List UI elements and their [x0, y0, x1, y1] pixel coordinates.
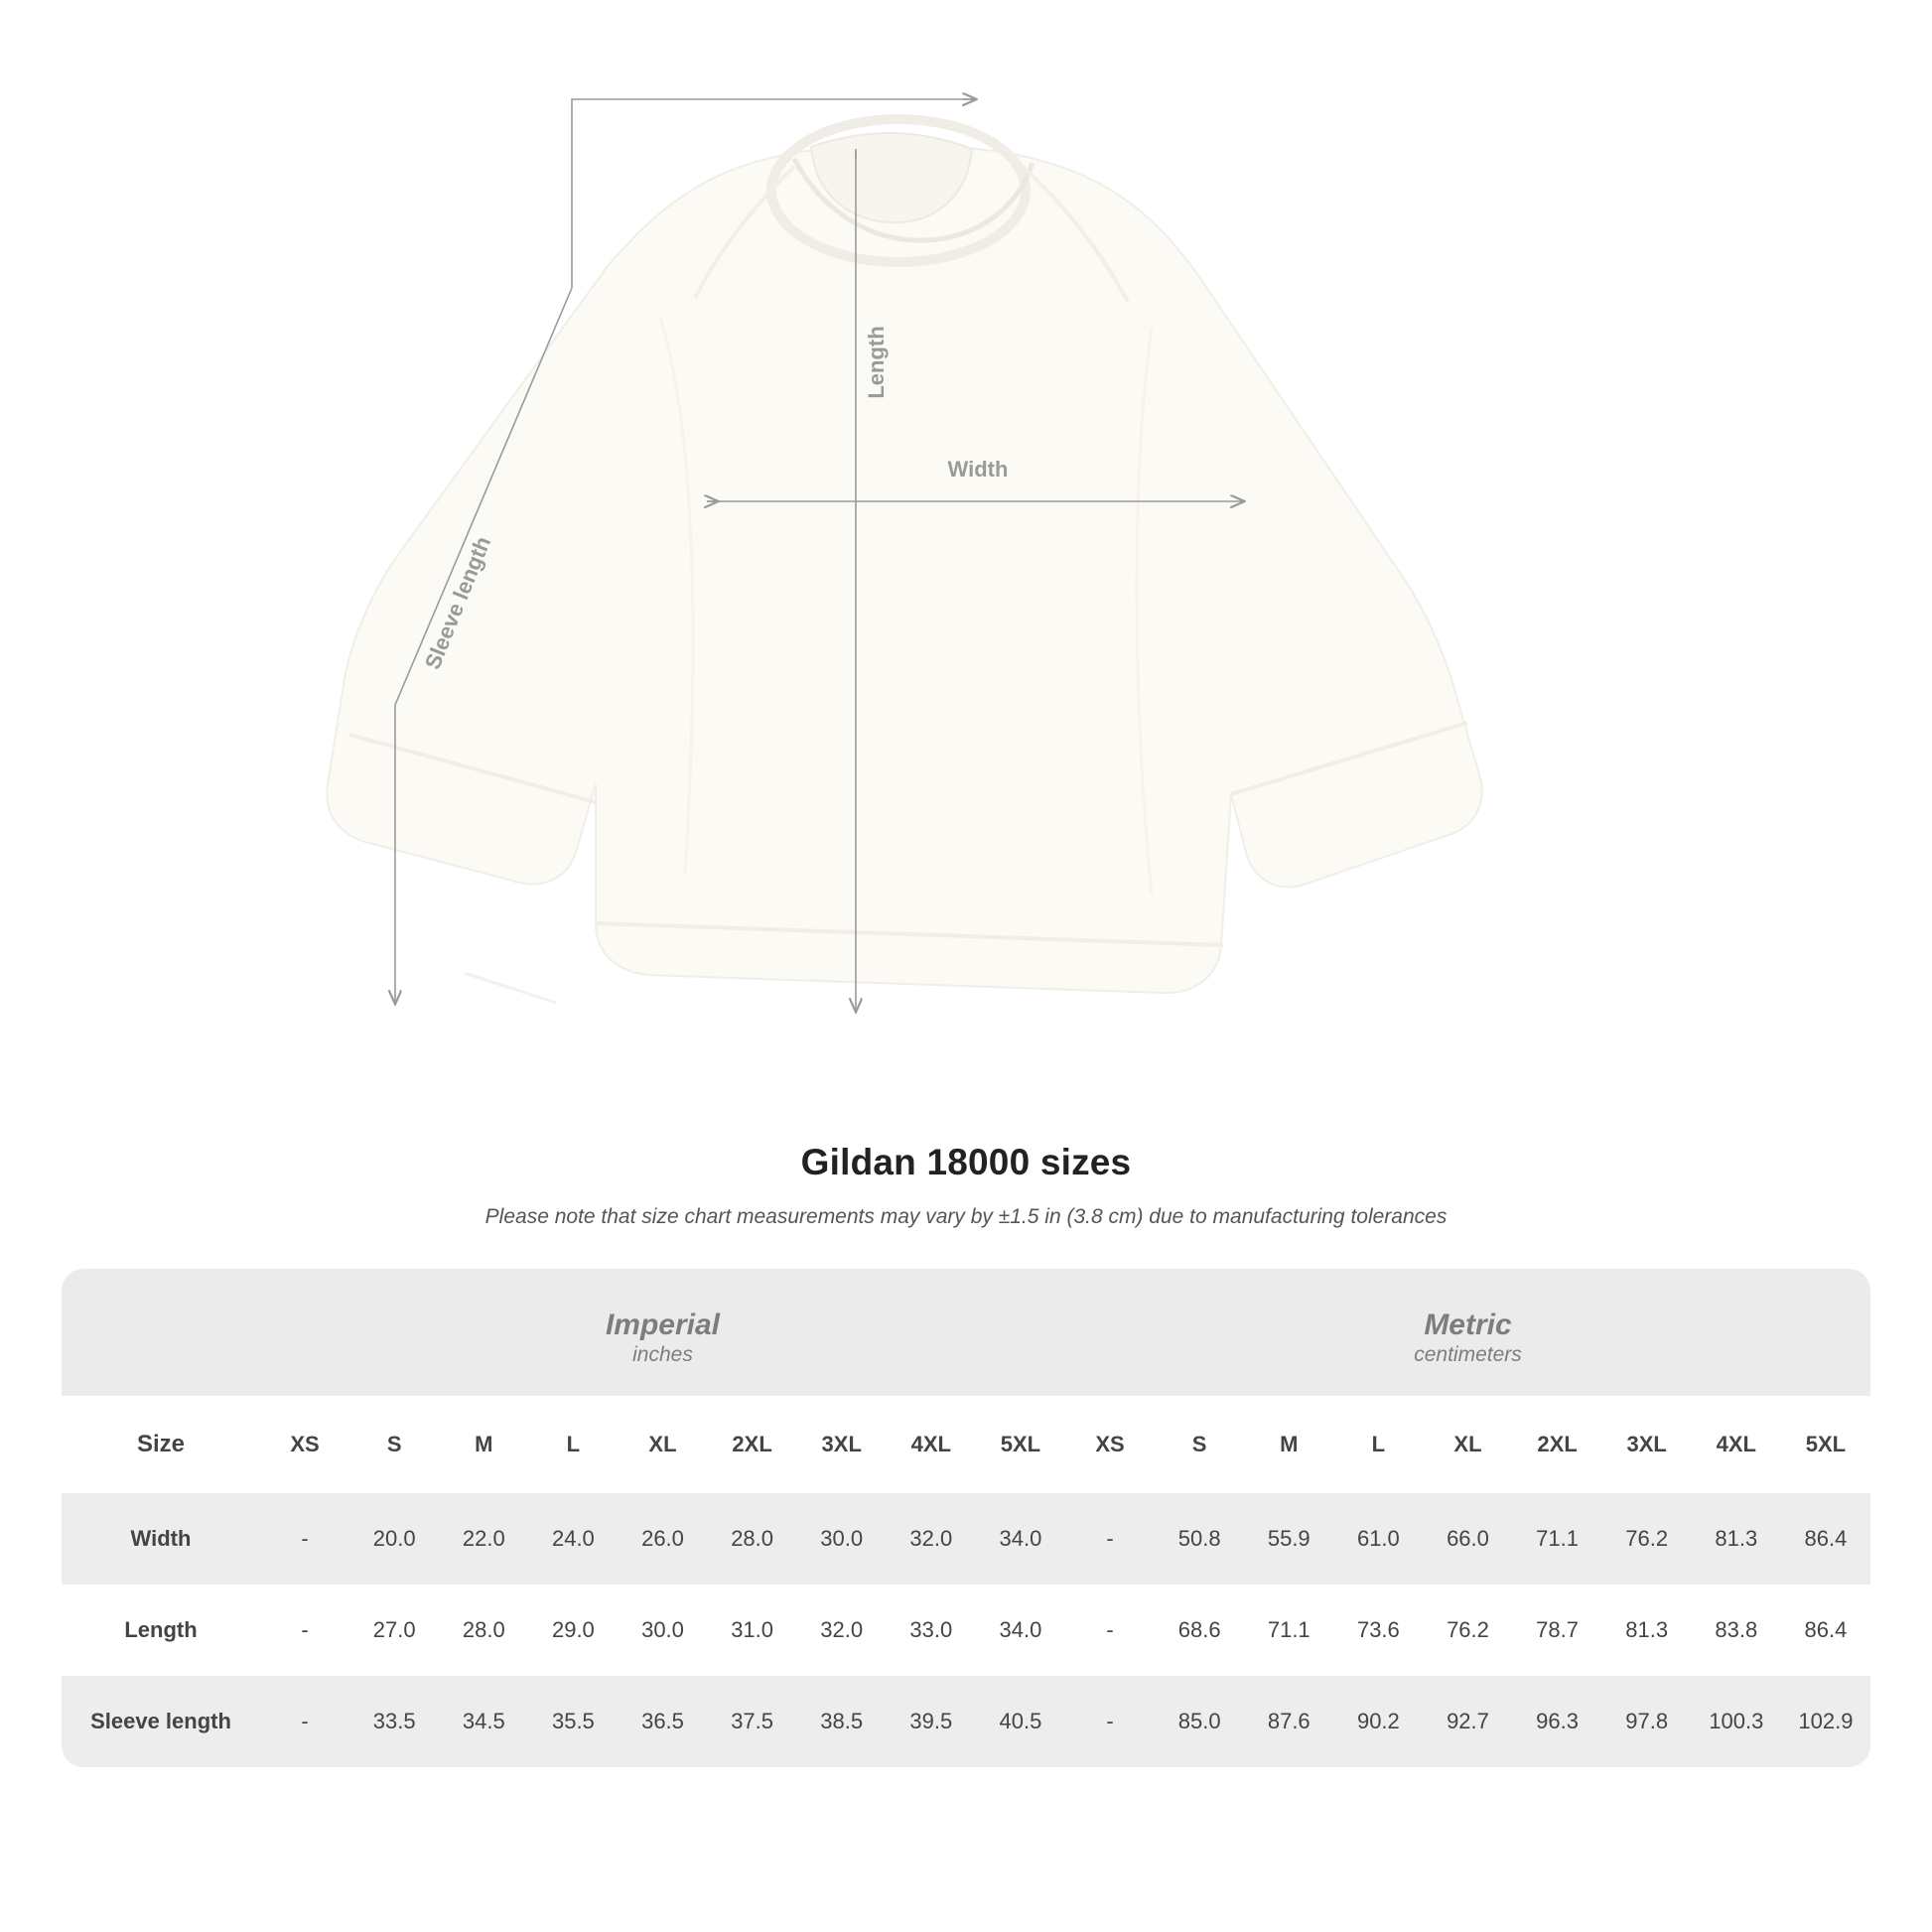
table-row: [62, 1493, 1870, 1585]
cell: 81.3: [1602, 1585, 1692, 1676]
unit-name-metric: Metric: [1424, 1308, 1512, 1341]
cell: 30.0: [797, 1493, 887, 1585]
table-row: [62, 1676, 1870, 1767]
cell: 86.4: [1781, 1585, 1870, 1676]
cell: 55.9: [1244, 1493, 1333, 1585]
label-width: Width: [947, 457, 1009, 482]
cell: 31.0: [708, 1585, 797, 1676]
header-size-cell: 5XL: [976, 1396, 1065, 1493]
size-table-container: [62, 1269, 1870, 1767]
cell: 97.8: [1602, 1676, 1692, 1767]
cell: 26.0: [618, 1493, 707, 1585]
cell: 28.0: [439, 1585, 528, 1676]
cell: 29.0: [528, 1585, 618, 1676]
cell: -: [260, 1493, 349, 1585]
unit-sub-imperial: inches: [632, 1343, 693, 1367]
chart-note: Please note that size chart measurements may vary by ±1.5 in (3.8 cm) due to manufacturing tolerances: [484, 1205, 1448, 1228]
header-size-cell: 3XL: [797, 1396, 887, 1493]
cell: -: [260, 1676, 349, 1767]
label-length: Length: [864, 326, 889, 399]
row-label-length: Length: [62, 1585, 260, 1676]
cell: 85.0: [1155, 1676, 1244, 1767]
cell: 40.5: [976, 1676, 1065, 1767]
unit-name-imperial: Imperial: [605, 1308, 721, 1341]
header-size-cell: S: [349, 1396, 439, 1493]
cell: 34.0: [976, 1585, 1065, 1676]
sweatshirt-shape: [327, 119, 1481, 1003]
cell: -: [1065, 1493, 1155, 1585]
unit-header-row: [62, 1269, 1870, 1396]
unit-header-metric: [1065, 1269, 1870, 1396]
header-size-cell: 4XL: [887, 1396, 976, 1493]
cell: 34.5: [439, 1676, 528, 1767]
row-label-sleeve-length: Sleeve length: [62, 1676, 260, 1767]
cell: 22.0: [439, 1493, 528, 1585]
cell: 36.5: [618, 1676, 707, 1767]
cell: 71.1: [1244, 1585, 1333, 1676]
cell: 83.8: [1692, 1585, 1781, 1676]
header-size-cell: 5XL: [1781, 1396, 1870, 1493]
size-header-row: [62, 1396, 1870, 1493]
header-size-cell: XL: [1423, 1396, 1512, 1493]
cell: -: [260, 1585, 349, 1676]
cell: 33.5: [349, 1676, 439, 1767]
unit-header-spacer: [62, 1269, 260, 1396]
header-size-cell: M: [1244, 1396, 1333, 1493]
cell: 28.0: [708, 1493, 797, 1585]
cell: 78.7: [1513, 1585, 1602, 1676]
cell: 32.0: [797, 1585, 887, 1676]
row-label-width: Width: [62, 1493, 260, 1585]
cell: 35.5: [528, 1676, 618, 1767]
title-block: [0, 1142, 1932, 1229]
table-row: [62, 1585, 1870, 1676]
header-size-cell: 4XL: [1692, 1396, 1781, 1493]
header-size-cell: L: [528, 1396, 618, 1493]
cell: 27.0: [349, 1585, 439, 1676]
header-size-cell: L: [1333, 1396, 1423, 1493]
cell: 50.8: [1155, 1493, 1244, 1585]
cell: 68.6: [1155, 1585, 1244, 1676]
header-size-cell: XS: [1065, 1396, 1155, 1493]
header-size-cell: 3XL: [1602, 1396, 1692, 1493]
cell: 86.4: [1781, 1493, 1870, 1585]
header-size-cell: XS: [260, 1396, 349, 1493]
cell: 32.0: [887, 1493, 976, 1585]
cell: 96.3: [1513, 1676, 1602, 1767]
header-size-label: Size: [62, 1396, 260, 1493]
cell: 81.3: [1692, 1493, 1781, 1585]
header-size-cell: S: [1155, 1396, 1244, 1493]
cell: 87.6: [1244, 1676, 1333, 1767]
label-sleeve-length: Sleeve length: [419, 532, 496, 673]
cell: 30.0: [618, 1585, 707, 1676]
cell: -: [1065, 1676, 1155, 1767]
cell: 90.2: [1333, 1676, 1423, 1767]
cell: -: [1065, 1585, 1155, 1676]
unit-header-imperial: [260, 1269, 1065, 1396]
chart-title: Gildan 18000 sizes: [800, 1142, 1132, 1182]
cell: 76.2: [1423, 1585, 1512, 1676]
cell: 24.0: [528, 1493, 618, 1585]
cell: 73.6: [1333, 1585, 1423, 1676]
header-size-cell: M: [439, 1396, 528, 1493]
size-table: [62, 1269, 1870, 1767]
cell: 33.0: [887, 1585, 976, 1676]
cell: 39.5: [887, 1676, 976, 1767]
cell: 92.7: [1423, 1676, 1512, 1767]
cell: 102.9: [1781, 1676, 1870, 1767]
cell: 100.3: [1692, 1676, 1781, 1767]
header-size-cell: 2XL: [1513, 1396, 1602, 1493]
cell: 66.0: [1423, 1493, 1512, 1585]
cell: 20.0: [349, 1493, 439, 1585]
cell: 71.1: [1513, 1493, 1602, 1585]
cell: 76.2: [1602, 1493, 1692, 1585]
header-size-cell: XL: [618, 1396, 707, 1493]
header-size-cell: 2XL: [708, 1396, 797, 1493]
cell: 37.5: [708, 1676, 797, 1767]
cell: 61.0: [1333, 1493, 1423, 1585]
cell: 34.0: [976, 1493, 1065, 1585]
cell: 38.5: [797, 1676, 887, 1767]
unit-sub-metric: centimeters: [1414, 1343, 1522, 1367]
